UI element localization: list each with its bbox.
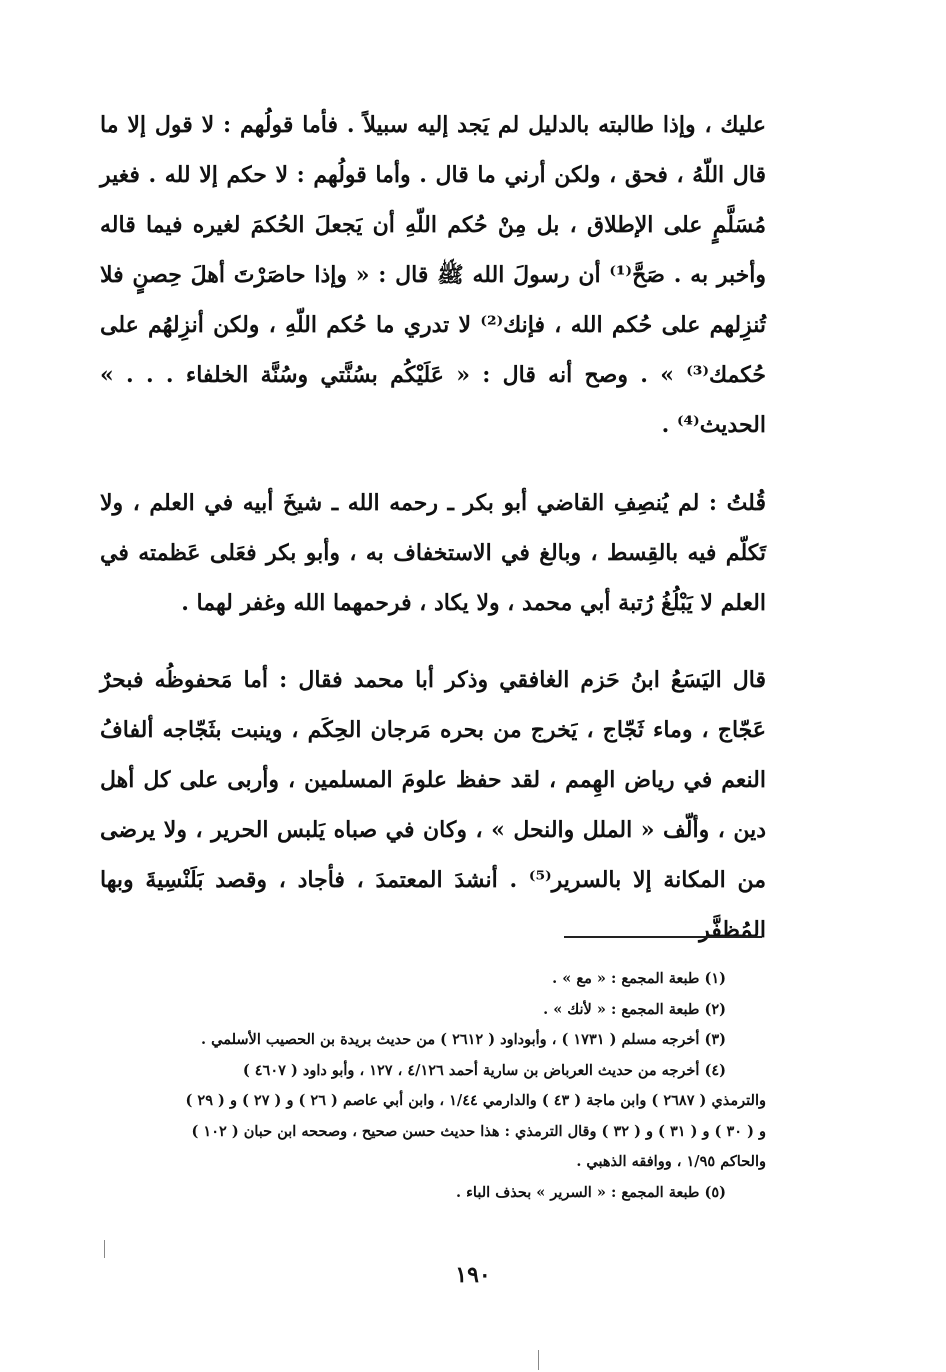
text-line: قال اليَسَعُ ابنُ حَزم الغافقي وذكر أبا محمد فقال : أما مَحفوظُه فبحرٌ (100, 667, 766, 693)
footnote-4: (٤) أخرجه من حديث العرباض بن سارية أحمد ٤/١٢٦ ، ١٢٧ ، وأبو داود ( ٤٦٠٧ ) (242, 1061, 726, 1079)
text-line: ولا تَكلّم فيه بالقِسط ، وبالغ في الاستخفاف به ، وأبو بكر فعَلى عَظمته في (100, 490, 766, 566)
text-line: حُكمك⁽³⁾ » . وصح أنه قال : « عَلَيْكُم بسُنَّتي وسُنَّة الخلفاء . . . » (100, 362, 766, 388)
text-line: العلم لا يَبْلُغُ رُتبة أبي محمد ، ولا يكاد ، فرحمهما الله وغفر لهما . (181, 590, 766, 616)
text-line: عليك ، وإذا طالبته بالدليل لم يَجد إليه سبيلاً . فأما قولُهم : لا قول إلا ما قال (100, 112, 766, 188)
text-line: دين ، وألّف « الملل والنحل » ، وكان في صباه يَلبس الحرير ، ولا يرضى من (100, 817, 766, 893)
text-line: على الإطلاق ، بل مِنْ حُكم اللّهِ أن يَجعلَ الحُكمَ لغيره فيما قاله وأخبر به . (100, 212, 766, 288)
scan-artifact (104, 1240, 105, 1258)
footnotes-section (100, 964, 766, 1208)
text-line: المكانة إلا بالسرير⁽⁵⁾ . أنشدَ المعتمدَ ، فأجاد ، وقصد بَلَنْسِيةَ وبها المُظفَّر (100, 867, 766, 943)
footnote-4-continued: و ( ٣٠ ) و ( ٣١ ) و ( ٣٢ ) وقال الترمذي : هذا حديث حسن صحيح ، وصححه ابن حبان ( ١٠٢ ) (191, 1122, 766, 1140)
body-paragraph (100, 655, 766, 955)
scan-artifact (538, 1350, 539, 1370)
paragraph-text (100, 655, 766, 955)
text-line: عَجّاج ، وماء ثَجّاج ، يَخرج من بحره مَرجان الحِكَم ، وينبت بثَجّاجه ألفافُ (100, 717, 766, 743)
body-paragraph (100, 478, 766, 628)
text-line: النعم في رياض الهِمم ، لقد حفظ علومَ المسلمين ، وأربى على كل أهل (100, 767, 766, 793)
text-line: قُلتُ : لم يُنصِفِ القاضي أبو بكر ـ رحمه الله ـ شيخَ أبيه في العلم ، (132, 490, 766, 516)
footnote-2: (٢) طبعة المجمع : « لأنك » . (543, 1000, 726, 1018)
footnote-divider (564, 936, 762, 938)
text-line: اللّهُ ، فحق ، ولكن أرني ما قال . وأما قولُهم : لا حكم إلا لله . فغير مُسَلَّمٍ (100, 162, 766, 238)
page-number: ١٩٠ (455, 1262, 491, 1288)
footnote-5: (٥) طبعة المجمع : « السرير » بحذف الباء . (456, 1183, 726, 1201)
footnote-4-continued: والحاكم ١/٩٥ ، ووافقه الذهبي . (576, 1153, 766, 1170)
paragraph-text (100, 100, 766, 450)
footnote-3: (٣) أخرجه مسلم ( ١٧٣١ ) ، وأبوداود ( ٢٦١٢ ) من حديث بريدة بن الحصيب الأسلمي . (201, 1031, 726, 1048)
text-line: حُكم الله ، فإنك⁽²⁾ لا تدري ما حُكم اللّهِ ، ولكن أنزِلهُم على (100, 312, 653, 338)
text-line: صَحَّ⁽¹⁾ أن رسولَ الله ﷺ قال : « وإذا حاصَرْتَ أهلَ حِصنٍ فلا تُنزِلهم على (100, 262, 767, 338)
text-line: الحديث⁽⁴⁾ . (661, 412, 766, 438)
footnote-1: (١) طبعة المجمع : « مع » . (552, 970, 726, 987)
footnote-4-continued: والترمذي ( ٢٦٨٧ ) وابن ماجة ( ٤٣ ) والدارمي ١/٤٤ ، وابن أبي عاصم ( ٢٦ ) و ( ٢٧ ) و ( ٢٩ ) (185, 1092, 766, 1109)
paragraph-text (100, 478, 766, 628)
body-paragraph (100, 100, 766, 450)
